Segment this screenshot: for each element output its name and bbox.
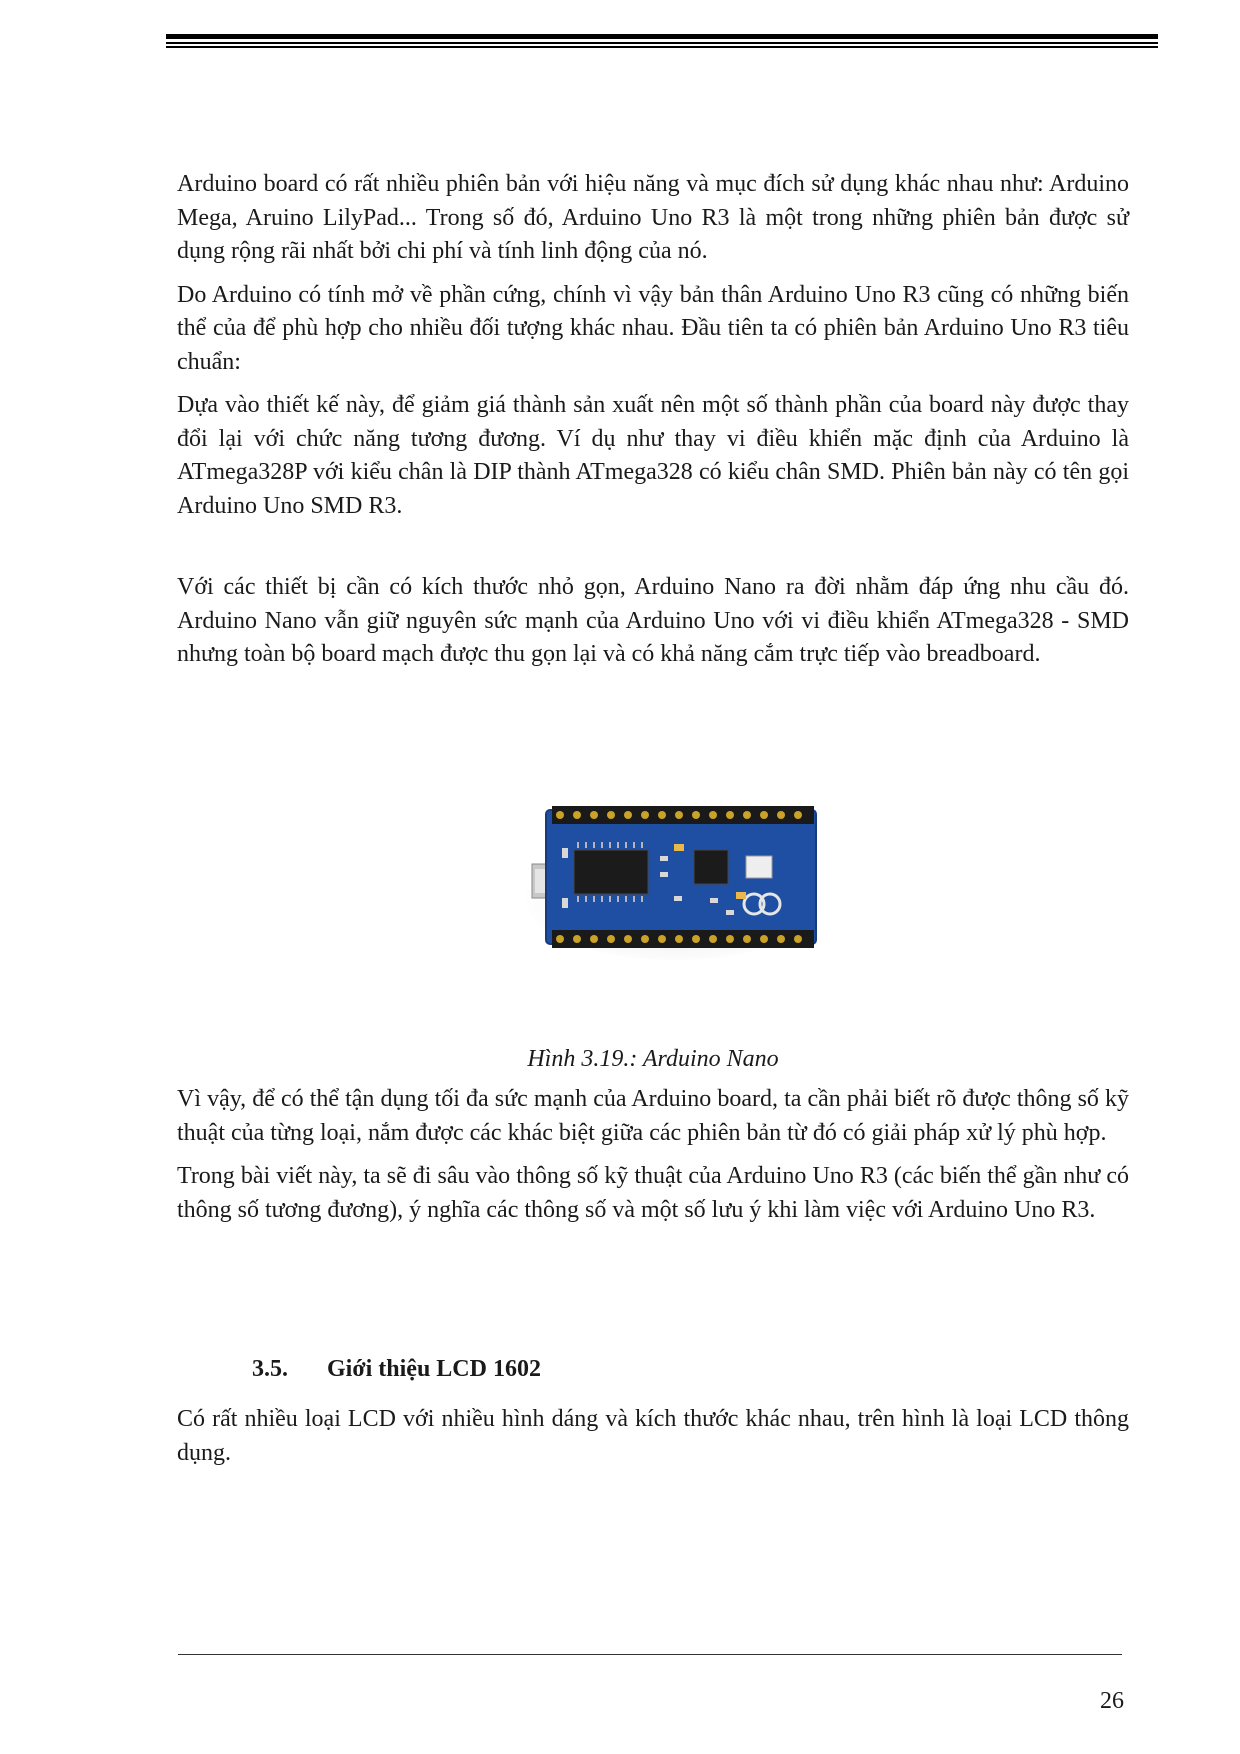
paragraph-lcd-intro: Có rất nhiều loại LCD với nhiều hình dáng và kích thước khác nhau, trên hình là loại LCD thông dụng. [177,1406,1129,1466]
pin-header-bottom [552,930,814,948]
middle-content [177,1083,1129,1237]
page-number: 26 [1100,1688,1124,1714]
paragraph-specifications: Vì vậy, để có thể tận dụng tối đa sức mạnh của Arduino board, ta cần phải biết rõ được thông số kỹ thuật của từng loại, nắm được các khác biệt giữa các phiên bản từ đó có giải pháp xử lý phù hợp. [177,1086,1129,1146]
bottom-content [177,1403,1129,1480]
top-content [177,168,1129,682]
paragraph-arduino-nano: Với các thiết bị cần có kích thước nhỏ gọn, Arduino Nano ra đời nhằm đáp ứng nhu cầu đó. Arduino Nano vẫn giữ nguyên sức mạnh của Arduino Uno với vi điều khiển ATmega328 - SMD nhưng toàn bộ board mạch được thu gọn lại và có khả năng cắm trực tiếp vào breadboard. [177,574,1129,667]
usb-serial-chip [574,850,648,894]
paragraph-arduino-versions: Arduino board có rất nhiều phiên bản với hiệu năng và mục đích sử dụng khác nhau như: Arduino Mega, Aruino LilyPad... Trong số đó, Arduino Uno R3 là một trong những phiên bản được sử dụng rộng rãi nhất bởi chi phí và tính linh động của nó. [177,171,1129,264]
header-rule-thin [166,42,1158,44]
pin-header-top [552,806,814,824]
paragraph-article-scope: Trong bài viết này, ta sẽ đi sâu vào thông số kỹ thuật của Arduino Uno R3 (các biến thể gần như có thông số tương đương), ý nghĩa các thông số và một số lưu ý khi làm việc với Arduino Uno R3. [177,1163,1129,1223]
header-rule-thick [166,34,1158,39]
figure-caption: Hình 3.19.: Arduino Nano [527,1046,779,1072]
section-heading [252,1352,541,1386]
reset-button [746,856,772,878]
arduino-nano-board-image [526,802,824,960]
arduino-nano-figure [526,802,824,960]
paragraph-smd-version: Dựa vào thiết kế này, để giảm giá thành sản xuất nên một số thành phần của board này được thay đổi lại với chức năng tương đương. Ví dụ như thay vi điều khiển mặc định của Arduino là ATmega328P với kiểu chân là DIP thành ATmega328 có kiểu chân SMD. Phiên bản này có tên gọi Arduino Uno SMD R3. [177,392,1129,519]
section-number: 3.5. [252,1356,288,1382]
section-title: Giới thiệu LCD 1602 [327,1356,541,1382]
paragraph-open-hardware: Do Arduino có tính mở về phần cứng, chính vì vậy bản thân Arduino Uno R3 cũng có những biến thể của để phù hợp cho nhiều đối tượng khác nhau. Đầu tiên ta có phiên bản Arduino Uno R3 tiêu chuẩn: [177,281,1129,375]
regulator-chip [694,850,728,884]
header-rule [166,34,1158,50]
spacer [177,533,1129,571]
footer-rule [178,1654,1122,1655]
header-rule-thin-2 [166,46,1158,48]
